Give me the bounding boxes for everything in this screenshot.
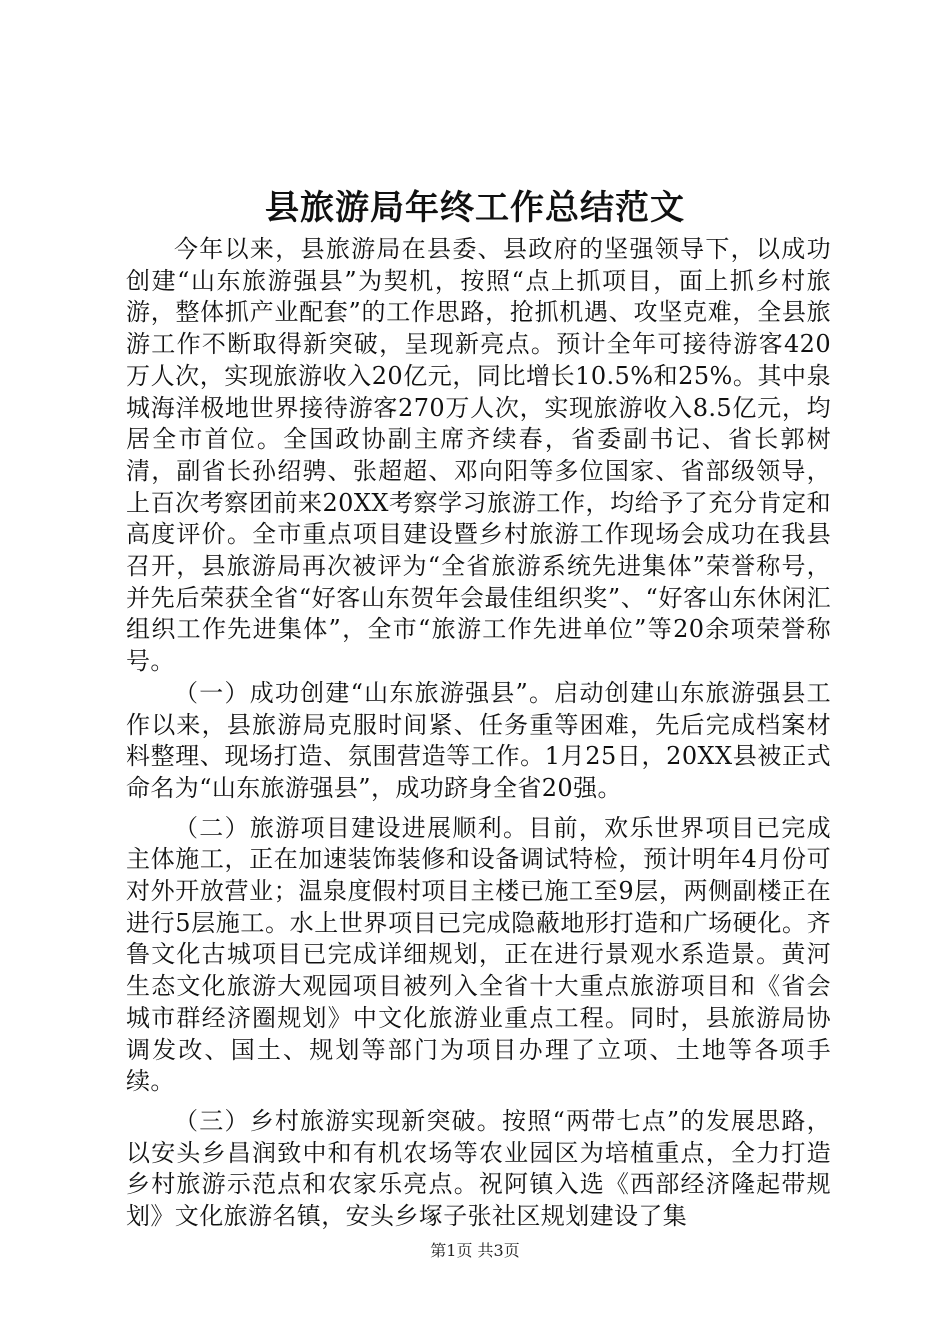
section-1-paragraph: （一）成功创建“山东旅游强县”。启动创建山东旅游强县工作以来，县旅游局克服时间紧、任务重等困难，先后完成档案材料整理、现场打造、氛围营造等工作。1月25日，20XX县被正式命名为“山东旅游强县”，成功跻身全省20强。 [126,678,831,802]
document-body [126,234,831,1233]
section-2-paragraph: （二）旅游项目建设进展顺利。目前，欢乐世界项目已完成主体施工，正在加速装饰装修和设备调试特检，预计明年4月份可对外开放营业；温泉度假村项目主楼已施工至9层，两侧副楼正在进行5层施工。水上世界项目已完成隐蔽地形打造和广场硬化。齐鲁文化古城项目已完成详细规划，正在进行景观水系造景。黄河生态文化旅游大观园项目被列入全省十大重点旅游项目和《省会城市群经济圈规划》中文化旅游业重点工程。同时，县旅游局协调发改、国土、规划等部门为项目办理了立项、土地等各项手续。 [126,813,831,1096]
intro-paragraph: 今年以来，县旅游局在县委、县政府的坚强领导下，以成功创建“山东旅游强县”为契机，按照“点上抓项目，面上抓乡村旅游，整体抓产业配套”的工作思路，抢抓机遇、攻坚克难，全县旅游工作不断取得新突破，呈现新亮点。预计全年可接待游客420万人次，实现旅游收入20亿元，同比增长10.5%和25%。其中泉城海洋极地世界接待游客270万人次，实现旅游收入8.5亿元，均居全市首位。全国政协副主席齐续春，省委副书记、省长郭树清，副省长孙绍骋、张超超、邓向阳等多位国家、省部级领导，上百次考察团前来20XX考察学习旅游工作，均给予了充分肯定和高度评价。全市重点项目建设暨乡村旅游工作现场会成功在我县召开，县旅游局再次被评为“全省旅游系统先进集体”荣誉称号，并先后荣获全省“好客山东贺年会最佳组织奖”、“好客山东休闲汇组织工作先进集体”，全市“旅游工作先进单位”等20余项荣誉称号。 [126,235,831,676]
document-title: 县旅游局年终工作总结范文 [265,188,685,228]
page-footer: 第1页 共3页 [430,1241,520,1260]
section-3-paragraph: （三）乡村旅游实现新突破。按照“两带七点”的发展思路，以安头乡昌润致中和有机农场等农业园区为培植重点，全力打造乡村旅游示范点和农家乐亮点。祝阿镇入选《西部经济隆起带规划》文化旅游名镇，安头乡塚子张社区规划建设了集 [126,1106,831,1231]
